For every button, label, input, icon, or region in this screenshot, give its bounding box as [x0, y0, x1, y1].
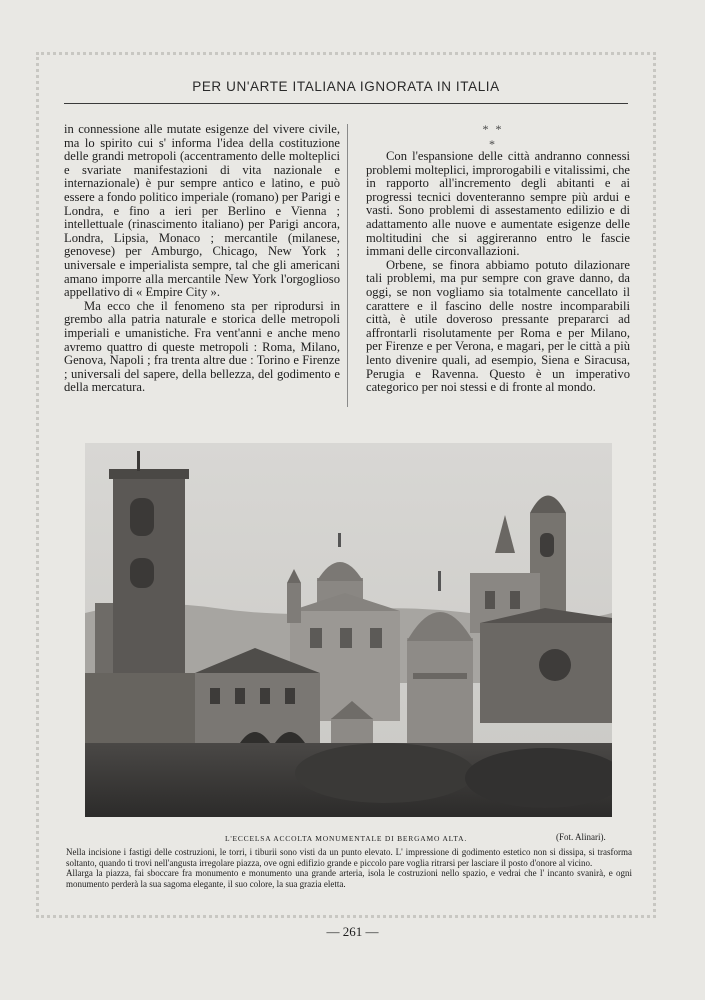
paragraph: Ma ecco che il fenomeno sta per riprodursi in grembo alla patria naturale e storica delle metropoli imperiali e umanistiche. Fra vent'anni e anche meno avremo quattro di queste metropoli : Roma, Milano, Genova, Napoli ; fra trenta altre due : Torino e Firenze ; universali del sapere, della bellezza, del godimento e della mercatura.	[64, 298, 340, 395]
running-header: PER UN'ARTE ITALIANA IGNORATA IN ITALIA	[192, 79, 500, 94]
caption-paragraph: Allarga la piazza, fai sboccare fra monumento e monumento una grande arteria, isola le costruzioni nello spazio, e vedrai che l' incanto svanirà, e ogni monumento perderà la sua sagoma elegante, il suo colore, la sua grazia eletta.	[66, 868, 632, 889]
paragraph: Con l'espansione delle città andranno connessi problemi molteplici, improrogabili e vitalissimi, che in rapporto all'incremento degli abitanti e ai progressi tecnici doventeranno sempre più ardui e vasti. Sono problemi di assestamento edilizio e di adattamento alle nuove e aumentate esigenze delle moltitudini che si aggireranno entro le fascie immani delle circonvallazioni.	[366, 149, 630, 259]
figure-caption	[66, 847, 632, 889]
section-ornament: * * *	[482, 122, 504, 151]
column-divider	[347, 124, 348, 407]
photo-credit: (Fot. Alinari).	[556, 832, 606, 842]
paragraph: Orbene, se finora abbiamo potuto dilazionare tali problemi, ma pur sempre con grave danno, da oggi, se non vogliamo sia totalmente cancellato il carattere e il fascino delle nostre incomparabili città, è utile doveroso pressante prepararci ad affrontarli risolutamente per Roma e per Milano, per Firenze e per Verona, e magari, per le città a più lento divenire quali, ad esempio, Siena e Siracusa, Perugia e Ravenna. Questo è un imperativo categorico per noi stessi e di fronte al mondo.	[366, 257, 630, 395]
right-column	[366, 150, 630, 395]
left-column	[64, 123, 340, 395]
caption-paragraph: Nella incisione i fastigi delle costruzioni, le torri, i tiburii sono visti da un punto elevato. L' impressione di godimento estetico non si dissipa, si trasforma soltanto, quando ti trovi nell'angusta irregolare piazza, ove ogni edifizio grande e piccolo pare voglia ritrarsi per lasciare il posto d'onore al vicino.	[66, 847, 632, 868]
paragraph: in connessione alle mutate esigenze del vivere civile, ma lo spirito cui s' informa l'idea della costituzione delle grandi metropoli (accentramento delle molteplici e svariate manifestazioni di vita nazionale e internazionale) è pur sempre antico e latino, e può essere a fondo politico imperiale (romano) per Parigi e Londra, e fino a ieri per Berlino e Vienna ; intellettuale (rinascimento italiano) per Parigi ancora, Londra, Lipsia, Monaco ; mercantile (milanese, genovese) per Amburgo, Chicago, New York ; universale e imperialista sempre, tal che gli americani amano imporre alla mercantile New York l'orgoglioso appellativo di « Empire City ».	[64, 122, 340, 300]
header-rule	[64, 103, 628, 104]
page-number: — 261 —	[326, 924, 379, 939]
bergamo-photograph	[85, 443, 612, 817]
figure-caption-title: L'ECCELSA ACCOLTA MONUMENTALE DI BERGAMO ALTA.	[224, 834, 468, 843]
